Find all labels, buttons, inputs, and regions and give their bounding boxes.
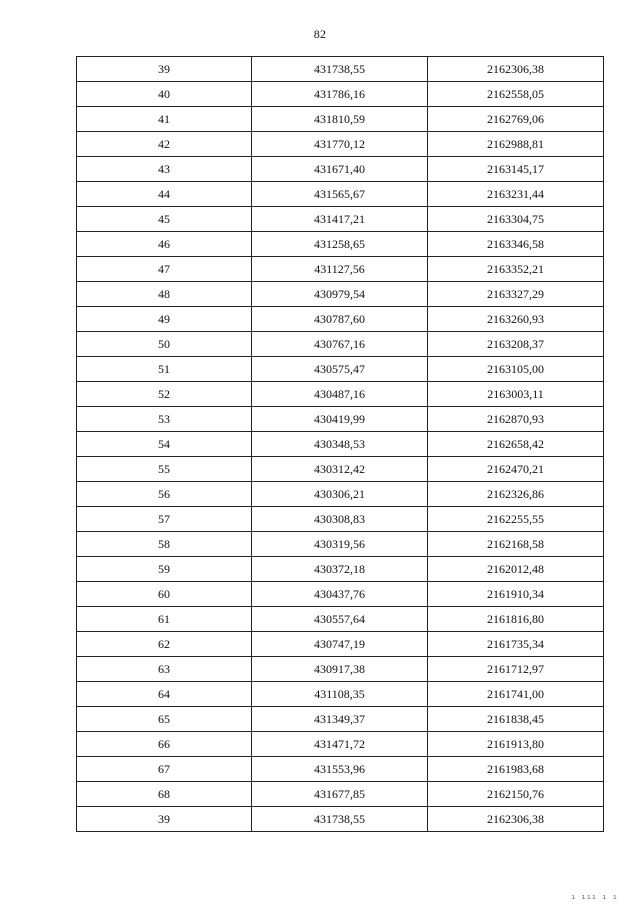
x-coordinate-cell: 430308,83 [252, 507, 428, 532]
y-coordinate-cell: 2162470,21 [428, 457, 604, 482]
x-coordinate-cell: 430348,53 [252, 432, 428, 457]
point-number-cell: 40 [77, 82, 252, 107]
coordinates-table-body [77, 57, 604, 832]
x-coordinate-cell: 431770,12 [252, 132, 428, 157]
table-row [77, 332, 604, 357]
point-number-cell: 42 [77, 132, 252, 157]
table-row [77, 782, 604, 807]
x-coordinate-cell: 431108,35 [252, 682, 428, 707]
x-coordinate-cell: 431553,96 [252, 757, 428, 782]
y-coordinate-cell: 2162558,05 [428, 82, 604, 107]
y-coordinate-cell: 2161816,80 [428, 607, 604, 632]
point-number-cell: 62 [77, 632, 252, 657]
y-coordinate-cell: 2161712,97 [428, 657, 604, 682]
y-coordinate-cell: 2162306,38 [428, 57, 604, 82]
point-number-cell: 61 [77, 607, 252, 632]
y-coordinate-cell: 2163003,11 [428, 382, 604, 407]
point-number-cell: 50 [77, 332, 252, 357]
point-number-cell: 39 [77, 57, 252, 82]
x-coordinate-cell: 430437,76 [252, 582, 428, 607]
table-row [77, 282, 604, 307]
y-coordinate-cell: 2163346,58 [428, 232, 604, 257]
x-coordinate-cell: 431671,40 [252, 157, 428, 182]
y-coordinate-cell: 2162306,38 [428, 807, 604, 832]
table-row [77, 657, 604, 682]
y-coordinate-cell: 2162769,06 [428, 107, 604, 132]
table-row [77, 807, 604, 832]
y-coordinate-cell: 2163304,75 [428, 207, 604, 232]
table-row [77, 157, 604, 182]
x-coordinate-cell: 430487,16 [252, 382, 428, 407]
table-row [77, 757, 604, 782]
point-number-cell: 65 [77, 707, 252, 732]
y-coordinate-cell: 2162326,86 [428, 482, 604, 507]
x-coordinate-cell: 431810,59 [252, 107, 428, 132]
point-number-cell: 47 [77, 257, 252, 282]
table-row [77, 407, 604, 432]
point-number-cell: 60 [77, 582, 252, 607]
table-row [77, 707, 604, 732]
x-coordinate-cell: 430575,47 [252, 357, 428, 382]
point-number-cell: 39 [77, 807, 252, 832]
y-coordinate-cell: 2161910,34 [428, 582, 604, 607]
x-coordinate-cell: 431786,16 [252, 82, 428, 107]
table-row [77, 257, 604, 282]
x-coordinate-cell: 431738,55 [252, 807, 428, 832]
point-number-cell: 68 [77, 782, 252, 807]
x-coordinate-cell: 430372,18 [252, 557, 428, 582]
point-number-cell: 56 [77, 482, 252, 507]
page-number: 82 [313, 27, 327, 41]
table-row [77, 432, 604, 457]
table-row [77, 457, 604, 482]
point-number-cell: 59 [77, 557, 252, 582]
x-coordinate-cell: 431738,55 [252, 57, 428, 82]
table-row [77, 732, 604, 757]
y-coordinate-cell: 2163260,93 [428, 307, 604, 332]
y-coordinate-cell: 2163231,44 [428, 182, 604, 207]
point-number-cell: 52 [77, 382, 252, 407]
point-number-cell: 64 [77, 682, 252, 707]
table-row [77, 357, 604, 382]
y-coordinate-cell: 2162658,42 [428, 432, 604, 457]
table-row [77, 507, 604, 532]
x-coordinate-cell: 430319,56 [252, 532, 428, 557]
table-row [77, 107, 604, 132]
table-row [77, 557, 604, 582]
point-number-cell: 51 [77, 357, 252, 382]
table-row [77, 57, 604, 82]
x-coordinate-cell: 431565,67 [252, 182, 428, 207]
y-coordinate-cell: 2162255,55 [428, 507, 604, 532]
x-coordinate-cell: 430787,60 [252, 307, 428, 332]
x-coordinate-cell: 430312,42 [252, 457, 428, 482]
x-coordinate-cell: 431677,85 [252, 782, 428, 807]
point-number-cell: 43 [77, 157, 252, 182]
point-number-cell: 55 [77, 457, 252, 482]
table-row [77, 582, 604, 607]
table-row [77, 607, 604, 632]
x-coordinate-cell: 430747,19 [252, 632, 428, 657]
x-coordinate-cell: 430419,99 [252, 407, 428, 432]
x-coordinate-cell: 431349,37 [252, 707, 428, 732]
table-row [77, 682, 604, 707]
table-row [77, 232, 604, 257]
y-coordinate-cell: 2161983,68 [428, 757, 604, 782]
point-number-cell: 45 [77, 207, 252, 232]
x-coordinate-cell: 431417,21 [252, 207, 428, 232]
x-coordinate-cell: 430306,21 [252, 482, 428, 507]
table-row [77, 207, 604, 232]
y-coordinate-cell: 2163208,37 [428, 332, 604, 357]
coordinates-table [76, 56, 604, 832]
y-coordinate-cell: 2162012,48 [428, 557, 604, 582]
table-row [77, 82, 604, 107]
point-number-cell: 48 [77, 282, 252, 307]
y-coordinate-cell: 2163352,21 [428, 257, 604, 282]
table-row [77, 632, 604, 657]
y-coordinate-cell: 2161741,00 [428, 682, 604, 707]
point-number-cell: 49 [77, 307, 252, 332]
table-row [77, 132, 604, 157]
table-row [77, 382, 604, 407]
point-number-cell: 44 [77, 182, 252, 207]
table-row [77, 307, 604, 332]
y-coordinate-cell: 2161838,45 [428, 707, 604, 732]
point-number-cell: 63 [77, 657, 252, 682]
x-coordinate-cell: 431471,72 [252, 732, 428, 757]
x-coordinate-cell: 430917,38 [252, 657, 428, 682]
point-number-cell: 58 [77, 532, 252, 557]
y-coordinate-cell: 2162168,58 [428, 532, 604, 557]
y-coordinate-cell: 2163145,17 [428, 157, 604, 182]
point-number-cell: 57 [77, 507, 252, 532]
table-row [77, 532, 604, 557]
footer-scan-mark: ı ııı ı ı [571, 893, 618, 901]
point-number-cell: 54 [77, 432, 252, 457]
y-coordinate-cell: 2161913,80 [428, 732, 604, 757]
y-coordinate-cell: 2161735,34 [428, 632, 604, 657]
point-number-cell: 67 [77, 757, 252, 782]
x-coordinate-cell: 430557,64 [252, 607, 428, 632]
x-coordinate-cell: 431258,65 [252, 232, 428, 257]
x-coordinate-cell: 430767,16 [252, 332, 428, 357]
x-coordinate-cell: 431127,56 [252, 257, 428, 282]
point-number-cell: 46 [77, 232, 252, 257]
y-coordinate-cell: 2163327,29 [428, 282, 604, 307]
table-row [77, 182, 604, 207]
y-coordinate-cell: 2162150,76 [428, 782, 604, 807]
point-number-cell: 53 [77, 407, 252, 432]
point-number-cell: 66 [77, 732, 252, 757]
y-coordinate-cell: 2163105,00 [428, 357, 604, 382]
table-row [77, 482, 604, 507]
y-coordinate-cell: 2162988,81 [428, 132, 604, 157]
point-number-cell: 41 [77, 107, 252, 132]
y-coordinate-cell: 2162870,93 [428, 407, 604, 432]
x-coordinate-cell: 430979,54 [252, 282, 428, 307]
